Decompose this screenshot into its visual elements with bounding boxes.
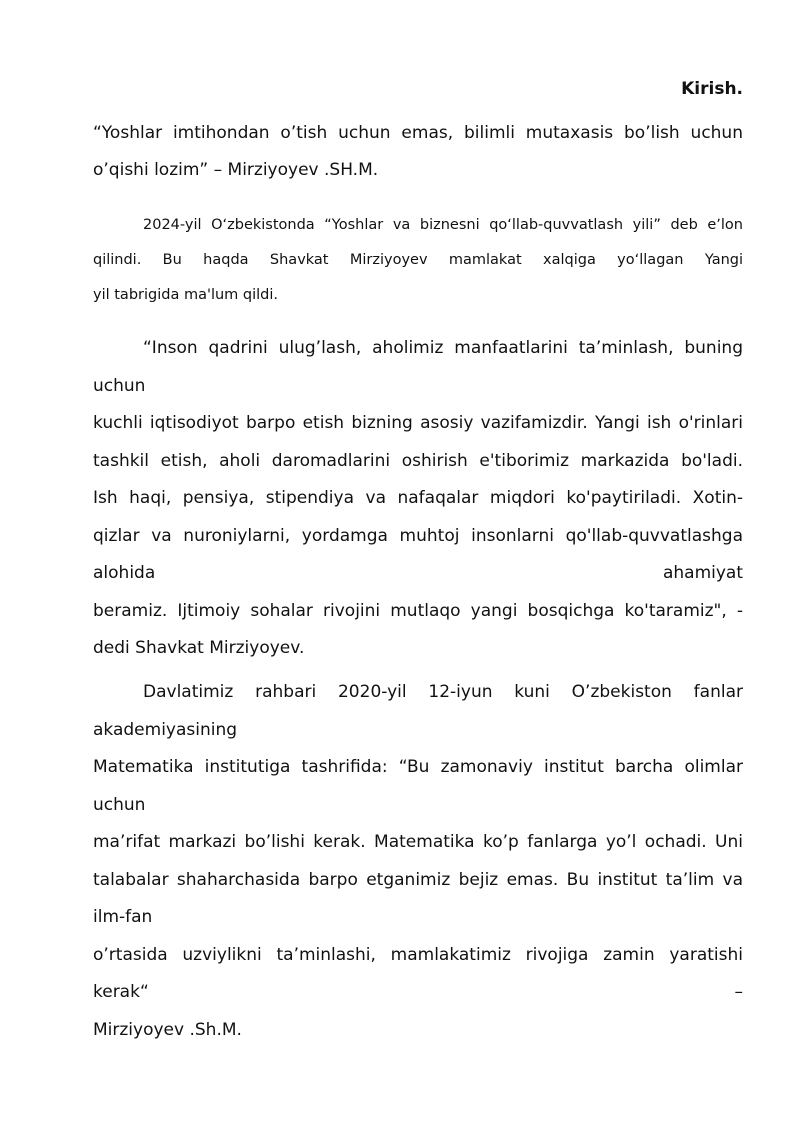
- quote-word-left: alohida: [93, 563, 156, 583]
- visit-line: talabalar shaharchasida barpo etganimiz bejiz emas. Bu institut ta’lim va: [93, 869, 743, 890]
- section-heading: Kirish.: [681, 79, 743, 99]
- news-line: yil tabrigida ma'lum qildi.: [93, 287, 278, 303]
- quote-line: kuchli iqtisodiyot barpo etish bizning asosiy vazifamizdir. Yangi ish o'rinlari: [93, 413, 743, 433]
- visit-line: Matematika institutiga tashrifida: “Bu zamonaviy institut barcha olimlar: [93, 757, 743, 777]
- quote-line-split: [93, 555, 743, 593]
- visit-line: [93, 974, 743, 1012]
- epigraph-line: o’qishi lozim” – Mirziyoyev .SH.M.: [93, 160, 379, 180]
- quote-line: uchun: [93, 375, 146, 396]
- quote-line: “Inson qadrini ulug’lash, aholimiz manfaatlarini ta’minlash, buning: [143, 338, 743, 358]
- institute-visit-paragraph: [93, 674, 743, 1049]
- epigraph-line: “Yoshlar imtihondan o’tish uchun emas, bilimli mutaxasis bo’lish uchun: [93, 123, 743, 143]
- visit-line: akademiyasining: [93, 719, 238, 740]
- visit-word-right: –: [734, 982, 743, 1002]
- visit-line: uchun: [93, 794, 146, 815]
- news-line: 2024-yil Oʻzbekistonda “Yoshlar va biznesni qoʻllab-quvvatlash yili” deb eʼlon: [143, 217, 743, 233]
- president-quote-paragraph: [93, 330, 743, 668]
- visit-line-split: [93, 974, 743, 1012]
- quote-line: Ish haqi, pensiya, stipendiya va nafaqalar miqdori ko'paytiriladi. Xotin-: [93, 488, 743, 508]
- quote-word-right: ahamiyat: [662, 563, 743, 583]
- visit-line: ma’rifat markazi bo’lishi kerak. Matematika ko’p fanlarga yo’l ochadi. Uni: [93, 832, 743, 852]
- quote-line: [93, 555, 743, 593]
- news-paragraph: [93, 208, 743, 313]
- visit-line: ilm-fan: [93, 907, 153, 927]
- visit-line: Mirziyoyev .Sh.M.: [93, 1019, 242, 1040]
- quote-line: qizlar va nuroniylarni, yordamga muhtoj insonlarni qo'llab-quvvatlashga: [93, 525, 743, 546]
- epigraph-quote: [93, 115, 743, 189]
- quote-line: tashkil etish, aholi daromadlarini oshirish e'tiborimiz markazida bo'ladi.: [93, 450, 743, 471]
- news-line: qilindi. Bu haqda Shavkat Mirziyoyev mamlakat xalqiga yoʻllagan Yangi: [93, 252, 743, 268]
- quote-line: beramiz. Ijtimoiy sohalar rivojini mutlaqo yangi bosqichga ko'taramiz", -: [93, 600, 743, 621]
- visit-line: Davlatimiz rahbari 2020-yil 12-iyun kuni O’zbekiston fanlar: [143, 682, 743, 702]
- quote-line: dedi Shavkat Mirziyoyev.: [93, 638, 305, 658]
- visit-line: o’rtasida uzviylikni ta’minlashi, mamlakatimiz rivojiga zamin yaratishi: [93, 944, 743, 965]
- visit-word-left: kerak“: [93, 982, 149, 1002]
